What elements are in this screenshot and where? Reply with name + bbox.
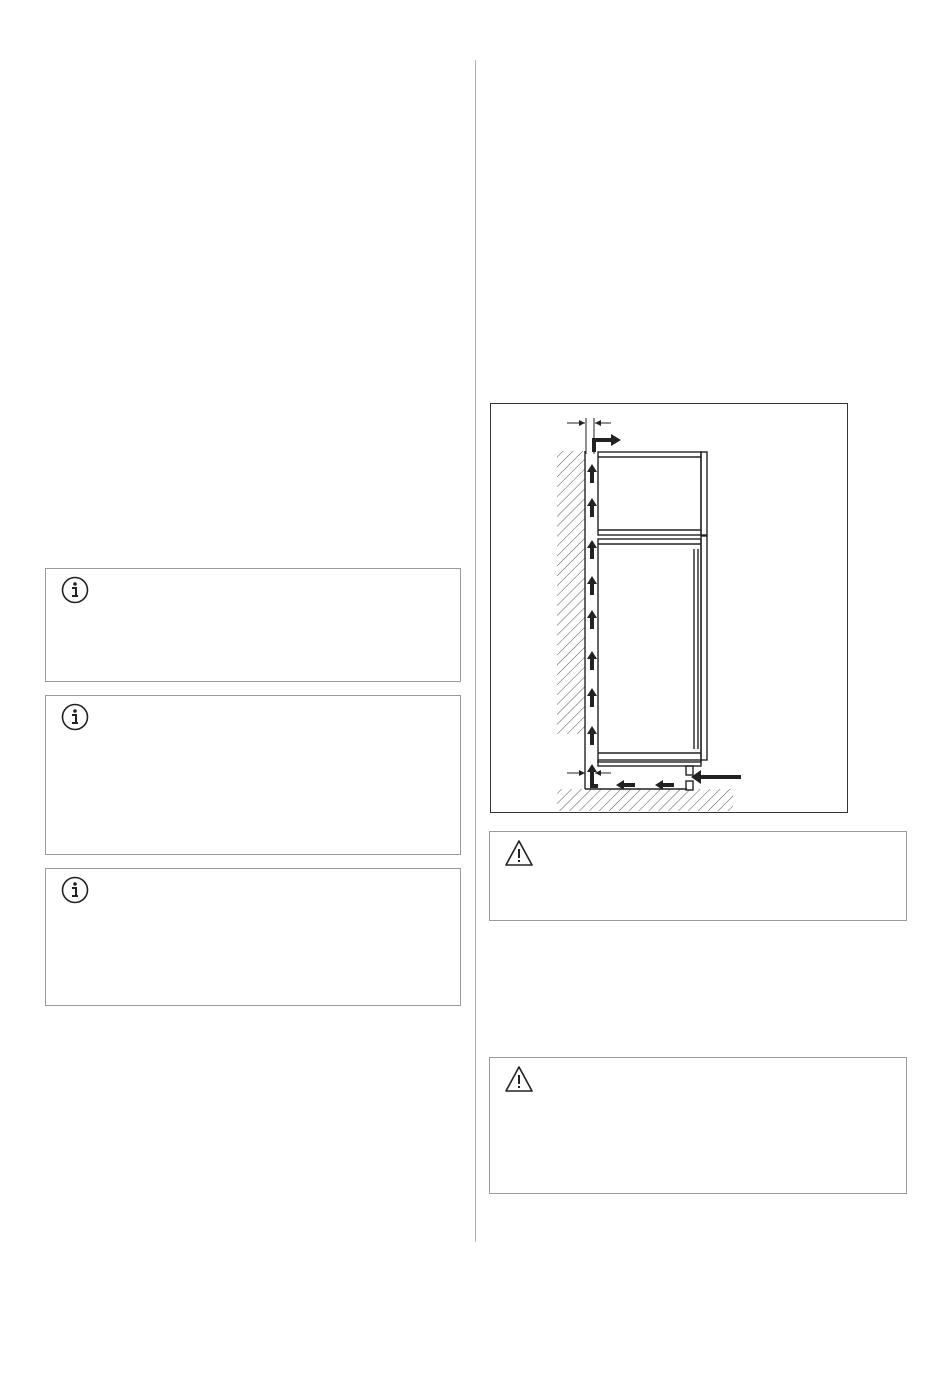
info-icon: [60, 875, 90, 910]
wall-hatch: [557, 451, 585, 789]
bottom-inlet-arrows: [587, 764, 741, 790]
top-outlet-arrow: [592, 434, 621, 452]
airflow-up-arrows: [587, 464, 597, 745]
warning-icon: [504, 1064, 534, 1099]
info-icon: [60, 575, 90, 610]
info-note-box: [45, 568, 461, 682]
appliance-body: [598, 452, 707, 790]
warning-box: [489, 831, 907, 921]
info-note-box: [45, 695, 461, 855]
warning-box: [489, 1057, 907, 1194]
column-divider: [475, 60, 476, 1242]
ventilation-diagram: [490, 403, 848, 813]
floor-hatch: [557, 789, 733, 811]
warning-icon: [504, 838, 534, 873]
top-gap-dimension: [567, 418, 611, 454]
info-note-box: [45, 868, 461, 1006]
info-icon: [60, 702, 90, 737]
